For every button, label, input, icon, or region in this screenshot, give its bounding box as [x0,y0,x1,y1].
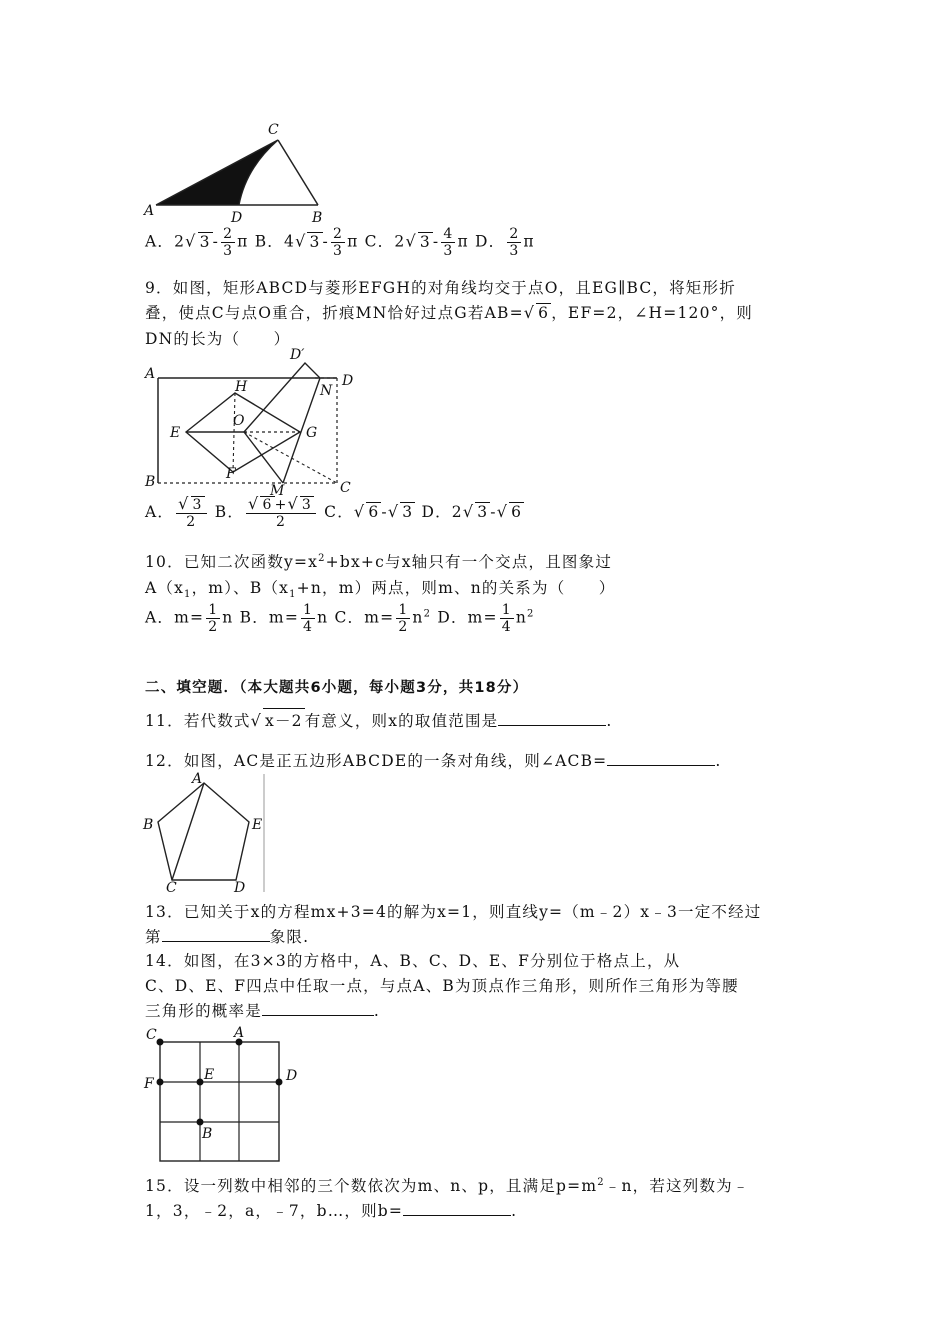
label-c: C [268,122,279,138]
q9-figure [140,345,370,497]
q12-figure [140,770,270,894]
svg-text:D: D [286,1068,298,1084]
q8-figure [140,122,340,228]
svg-text:F: F [226,466,236,482]
svg-text:B: B [145,474,156,490]
q14-figure [140,1025,310,1170]
q15-line2: 1，3，﹣2，a，﹣7，b…，则b= . [145,1202,518,1220]
label-d: D [231,210,243,226]
q11: 11．若代数式√ x－2 有意义，则x的取值范围是 . [145,708,613,731]
label-a: A [144,203,155,219]
q13-line1: 13．已知关于x的方程mx+3=4的解为x=1，则直线y=（m﹣2）x﹣3一定不经过 [145,903,762,921]
svg-text:C: C [340,480,351,496]
q14-line3: 三角形的概率是 . [145,1002,381,1020]
svg-text:A: A [192,771,203,787]
svg-text:D: D [234,880,246,894]
svg-text:H: H [235,379,248,395]
q10-line2: $A(x_1$，m）、$B(x_1+n$，m）两点，则m、n的关系为（ ） [145,579,616,601]
svg-text:M: M [270,483,285,497]
q10-options: A．m= $\frac{1}{2}$ n B．m= $\frac{1}{4}$ n C．m= $\frac{1}{2}$ $n^2$ D．m= $\frac{1}{4}$ $n^2$ [145,602,535,635]
svg-text:B: B [202,1126,213,1142]
svg-text:B: B [143,817,154,833]
svg-text:O: O [233,413,245,429]
q9-line1: 9．如图，矩形ABCD与菱形EFGH的对角线均交于点O，且EG∥BC，将矩形折 [145,279,736,297]
q15-line1: 15．设一列数中相邻的三个数依次为m、n、p，且满足$p=m^2﹣n$，若这列数为﹣ [145,1176,750,1195]
svg-text:F: F [144,1076,154,1092]
svg-text:E: E [204,1067,215,1083]
q14-line2: C、D、E、F四点中任取一点，与点A、B为顶点作三角形，则所作三角形为等腰 [145,977,739,995]
q10-line1: 10．已知二次函数$y=x^2+bx+c$与x轴只有一个交点，且图象过 [145,552,613,571]
svg-text:E: E [170,425,181,441]
label-b: B [312,210,323,226]
q9-options: A． $\frac{√ 3}{2}$ B． $\frac{√ 6 +√ 3}{2}$ C．√ 6 -√ 3 D．2√ 3 -√ 6 [145,494,523,530]
svg-text:D: D [342,373,354,389]
q13-line2: 第 象限. [145,928,310,946]
svg-text:A: A [145,366,156,382]
answer-blank[interactable] [403,1201,511,1216]
q8-options: A．2√ 3 - $\frac{2}{3}$ π B．4√ 3 - $\frac{2}{3}$ π C．2√ 3 - $\frac{4}{3}$ π D． $\frac{2}{3}$ π [145,226,535,259]
answer-blank[interactable] [498,711,606,726]
svg-text:C: C [146,1027,157,1043]
answer-blank[interactable] [607,751,715,766]
q12: 12．如图，AC是正五边形ABCDE的一条对角线，则∠ACB= . [145,752,722,770]
answer-blank[interactable] [262,1001,374,1016]
svg-text:E: E [252,817,263,833]
q9-line3: DN的长为（ ） [145,330,291,348]
svg-text:D′: D′ [290,347,305,363]
svg-text:C: C [166,880,177,894]
svg-text:A: A [234,1025,245,1041]
section-heading: 二、填空题．（本大题共6小题，每小题3分，共18分） [145,680,529,696]
answer-blank[interactable] [162,927,270,942]
svg-text:N: N [320,383,333,399]
q14-line1: 14．如图，在3×3的方格中，A、B、C、D、E、F分别位于格点上，从 [145,952,681,970]
q9-line2: 叠，使点C与点O重合，折痕MN恰好过点G若AB=√ 6 ，EF=2，∠H=120°，则 [145,303,753,322]
svg-text:G: G [306,425,318,441]
